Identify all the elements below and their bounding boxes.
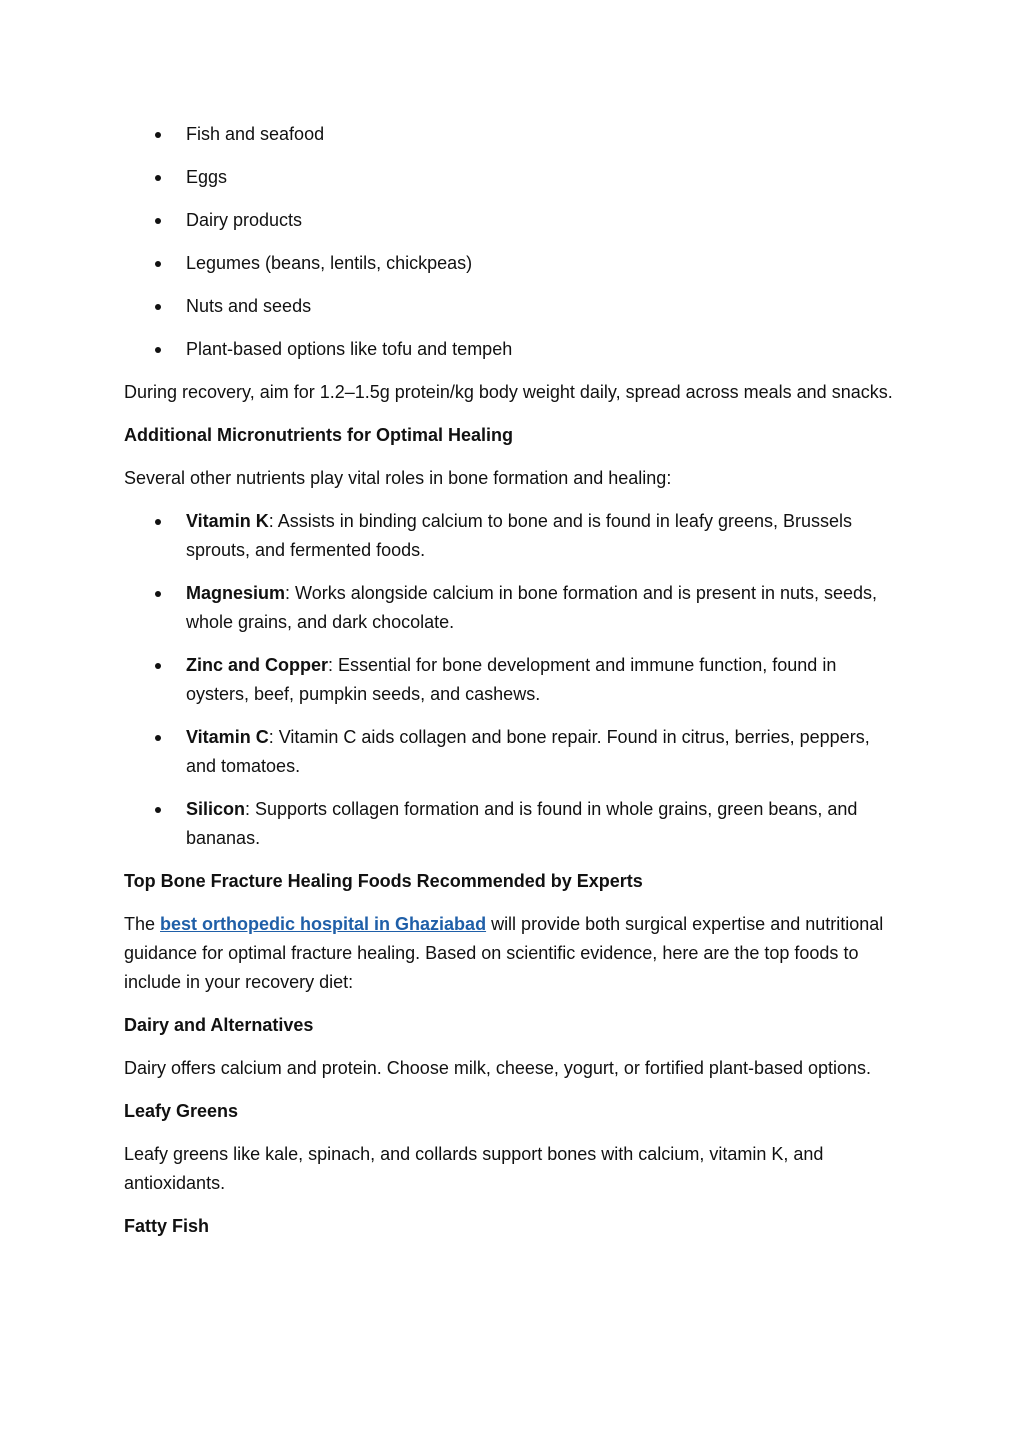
list-item: Plant-based options like tofu and tempeh xyxy=(124,335,896,364)
nutrient-description: : Works alongside calcium in bone formation and is present in nuts, seeds, whole grains, and dark chocolate. xyxy=(186,583,878,632)
list-item xyxy=(124,723,896,781)
leafy-greens-text: Leafy greens like kale, spinach, and collards support bones with calcium, vitamin K, and antioxidants. xyxy=(124,1144,824,1193)
nutrient-term: Silicon xyxy=(186,799,246,819)
micronutrients-heading: Additional Micronutrients for Optimal Healing xyxy=(124,425,514,445)
list-item: Dairy products xyxy=(124,206,896,235)
protein-note: During recovery, aim for 1.2–1.5g protein/kg body weight daily, spread across meals and snacks. xyxy=(124,382,893,402)
intro-suffix: will provide both surgical expertise and nutritional guidance for optimal fracture healing. Based on scientific evidence, here are the top foods to include in your recovery diet: xyxy=(124,914,884,992)
leafy-greens-heading: Leafy Greens xyxy=(124,1101,239,1121)
list-item xyxy=(124,579,896,637)
nutrient-term: Vitamin C xyxy=(186,727,269,747)
dairy-heading: Dairy and Alternatives xyxy=(124,1015,314,1035)
nutrient-term: Magnesium xyxy=(186,583,286,603)
list-item: Legumes (beans, lentils, chickpeas) xyxy=(124,249,896,278)
protein-sources-list xyxy=(124,120,896,364)
fatty-fish-heading: Fatty Fish xyxy=(124,1216,210,1236)
nutrient-term: Zinc and Copper xyxy=(186,655,329,675)
list-item xyxy=(124,651,896,709)
document-page xyxy=(124,120,896,1255)
nutrient-term: Vitamin K xyxy=(186,511,269,531)
top-foods-heading: Top Bone Fracture Healing Foods Recommended by Experts xyxy=(124,871,643,891)
intro-prefix: The xyxy=(124,914,161,934)
hospital-link[interactable]: best orthopedic hospital in Ghaziabad xyxy=(160,914,487,934)
nutrient-description: : Essential for bone development and immune function, found in oysters, beef, pumpkin seeds, and cashews. xyxy=(186,655,837,704)
list-item xyxy=(124,795,896,853)
nutrient-description: : Assists in binding calcium to bone and is found in leafy greens, Brussels sprouts, and fermented foods. xyxy=(186,511,853,560)
nutrient-description: : Vitamin C aids collagen and bone repair. Found in citrus, berries, peppers, and tomatoes. xyxy=(186,727,870,776)
list-item: Fish and seafood xyxy=(124,120,896,149)
list-item: Eggs xyxy=(124,163,896,192)
list-item: Nuts and seeds xyxy=(124,292,896,321)
nutrient-description: : Supports collagen formation and is found in whole grains, green beans, and bananas. xyxy=(186,799,858,848)
micronutrients-list xyxy=(124,507,896,853)
list-item xyxy=(124,507,896,565)
dairy-text: Dairy offers calcium and protein. Choose milk, cheese, yogurt, or fortified plant-based options. xyxy=(124,1058,872,1078)
micronutrients-intro: Several other nutrients play vital roles in bone formation and healing: xyxy=(124,468,672,488)
top-foods-intro xyxy=(124,910,896,997)
